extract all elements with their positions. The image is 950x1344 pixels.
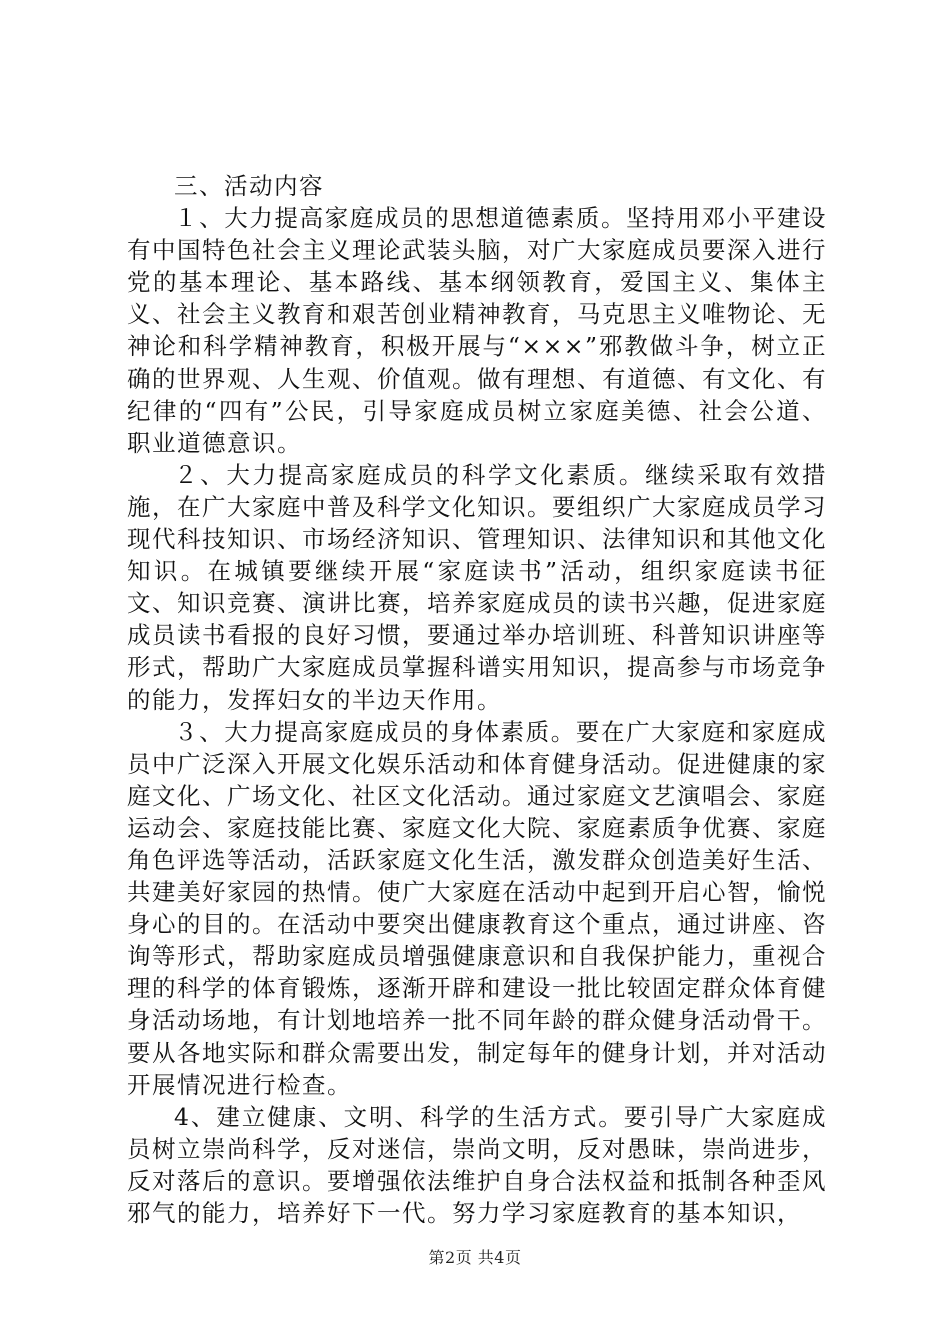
paragraph-4: 4、建立健康、文明、科学的生活方式。要引导广大家庭成员树立崇尚科学，反对迷信，崇尚文明，反对愚昧，崇尚进步，反对落后的意识。要增强依法维护自身合法权益和抵制各种歪风邪气的能力，培养好下一代。努力学习家庭教育的基本知识，	[127, 1102, 827, 1227]
page-footer: 第2页 共4页	[428, 1248, 522, 1267]
paragraph-3: ３、大力提高家庭成员的身体素质。要在广大家庭和家庭成员中广泛深入开展文化娱乐活动和体育健身活动。促进健康的家庭文化、广场文化、社区文化活动。通过家庭文艺演唱会、家庭运动会、家庭技能比赛、家庭文化大院、家庭素质争优赛、家庭角色评选等活动，活跃家庭文化生活，激发群众创造美好生活、共建美好家园的热情。使广大家庭在活动中起到开启心智，愉悦身心的目的。在活动中要突出健康教育这个重点，通过讲座、咨询等形式，帮助家庭成员增强健康意识和自我保护能力，重视合理的科学的体育锻炼，逐渐开辟和建设一批比较固定群众体育健身活动场地，有计划地培养一批不同年龄的群众健身活动骨干。要从各地实际和群众需要出发，制定每年的健身计划，并对活动开展情况进行检查。	[127, 717, 827, 1099]
paragraph-1: １、大力提高家庭成员的思想道德素质。坚持用邓小平建设有中国特色社会主义理论武装头脑，对广大家庭成员要深入进行党的基本理论、基本路线、基本纲领教育，爱国主义、集体主义、社会主义教育和艰苦创业精神教育，马克思主义唯物论、无神论和科学精神教育，积极开展与“×××”邪教做斗争，树立正确的世界观、人生观、价值观。做有理想、有道德、有文化、有纪律的“四有”公民，引导家庭成员树立家庭美德、社会公道、职业道德意识。	[127, 204, 827, 457]
paragraph-2: ２、大力提高家庭成员的科学文化素质。继续采取有效措施，在广大家庭中普及科学文化知识。要组织广大家庭成员学习现代科技知识、市场经济知识、管理知识、法律知识和其他文化知识。在城镇要继续开展“家庭读书”活动，组织家庭读书征文、知识竞赛、演讲比赛，培养家庭成员的读书兴趣，促进家庭成员读书看报的良好习惯，要通过举办培训班、科普知识讲座等形式，帮助广大家庭成员掌握科谱实用知识，提高参与市场竞争的能力，发挥妇女的半边天作用。	[127, 460, 827, 714]
document-body	[127, 170, 827, 1229]
section-heading: 三、活动内容	[174, 172, 324, 200]
